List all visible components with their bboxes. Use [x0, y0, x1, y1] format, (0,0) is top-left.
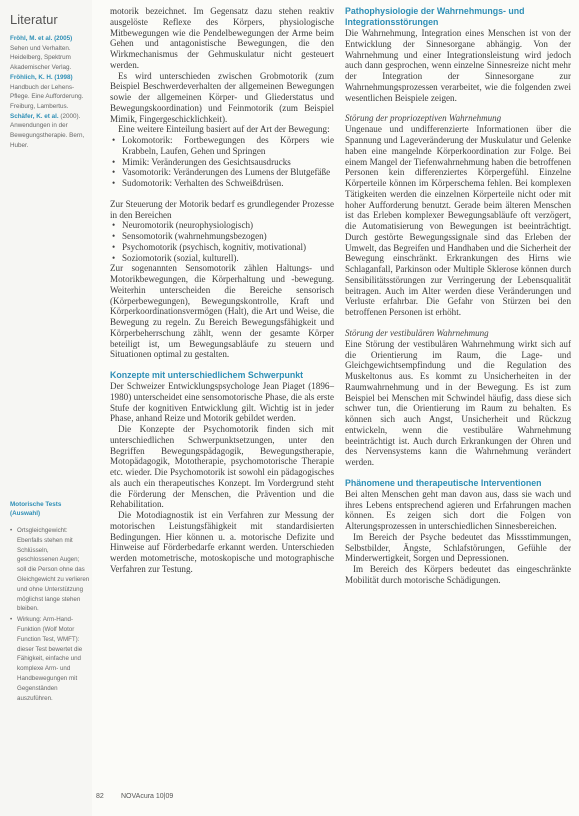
list-item: • Psychomotorik (psychisch, kognitiv, motivational) [110, 242, 334, 253]
reference-author: Schäfer, K. et al. [10, 112, 59, 120]
reference-item [10, 73, 88, 112]
paragraph: Die Wahrnehmung, Integration eines Menschen ist von der Entwicklung der Sinnesorgane abhängig. Von der Wahrnehmung und einer Integrationsleistung wird jedoch auch dann gesprochen, wenn einzelne Sinnesreize nicht mehr der Integration der Sinnesorgane zur Wahrnehmungsprozessen verarbeitet, wie die folgenden zwei wesentlichen Beispiele zeigen. [345, 28, 571, 103]
section-heading: Pathophysiologie der Wahrnehmungs- und Integrationsstörungen [345, 6, 525, 27]
paragraph: Die Konzepte der Psychomotorik finden sich mit unterschiedlichen Schwerpunktsetzungen, unter den Begriffen Bewegungspädagogik, Bewegungstherapie, Motopädagogik, Mototherapie, psychomotorische Therapie etc. wieder. Die Psychomotorik ist sowohl ein pädagogisches als auch ein therapeutisches Konzept. Im Vordergrund steht die Förderung der Menschen, die Prävention und die Rehabilitation. [110, 424, 334, 510]
list-item: • Vasomotorik: Veränderungen des Lumens der Blutgefäße [110, 167, 334, 178]
list-item: • Lokomotorik: Fortbewegungen des Körpers wie Krabbeln, Laufen, Gehen und Springen [110, 135, 334, 157]
paragraph: Zur Steuerung der Motorik bedarf es grundlegender Prozesse in den Bereichen [110, 198, 334, 220]
paragraph: Zur sogenannten Sensomotorik zählen Haltungs- und Motorikbewegungen, die Körperhaltung und -bewegung. Weiterhin unterscheiden die Bereiche sensorisch (Körperbewegungen), Bewegungskontrolle, Kraft und Körperkoordinationsvermögen (Halt), die Art und Weise, die Bewegung zu regeln. Zu Bereich Bewegungsfähigkeit und Körperbeherrschung zählt, wenn der gesamte Körper beteiligt ist, um Bewegungsabläufe zu steuern und Situationen optimal zu gestalten. [110, 263, 334, 360]
reference-text: Handbuch der Lehens-Pflege. Eine Aufforderung. Freiburg, Lambertus. [10, 83, 84, 110]
subsection-heading: Störung der vestibulären Wahrnehmung [345, 327, 489, 338]
paragraph: motorik bezeichnet. Im Gegensatz dazu stehen reaktiv ausgelöste Reflexe des Körpers, physiologische Mitbewegungen wie die Pendelbewegungen der Arme beim Gehen und antagonistische Bewegungen, die den Wirkmechanismus der Gehmuskulatur nicht gesteuert werden. [110, 6, 334, 70]
paragraph: Im Bereich des Körpers bedeutet das eingeschränkte Mobilität durch motorische Schädigungen. [345, 564, 571, 585]
sidebar [0, 0, 92, 816]
sidebar-box-title: Motorische Tests (Auswahl) [10, 501, 62, 517]
body-column-1 [110, 6, 334, 575]
reference-item [10, 34, 88, 73]
sidebar-box-list [10, 526, 90, 704]
reference-item [10, 112, 88, 151]
journal-name: NOVAcura 10|09 [121, 793, 174, 800]
section-heading: Konzepte mit unterschiedlichem Schwerpunkt [110, 370, 304, 380]
list-item: • Neuromotorik (neurophysiologisch) [110, 220, 334, 231]
reference-list [10, 34, 88, 150]
list-item: • Sudomotorik: Verhalten des Schweißdrüsen. [110, 178, 334, 189]
bullet-list [110, 135, 334, 189]
paragraph: Im Bereich der Psyche bedeutet das Missstimmungen, Selbstbilder, Ängste, Schlafstörungen, Gefühle der Minderwertigkeit, Sorgen und Depressionen. [345, 531, 571, 564]
list-item: • Mimik: Veränderungen des Gesichtsausdrucks [110, 157, 334, 168]
body-column-2 [345, 6, 571, 586]
page-number: 82 [96, 793, 104, 800]
paragraph: Der Schweizer Entwicklungspsychologe Jean Piaget (1896–1980) unterscheidet eine sensomotorische Phase, die als erste Stufe der kognitiven Entwicklung gilt. Wichtig ist in jeder Phase, anhand Reize und Motorik gebildet werden. [110, 381, 334, 424]
reference-author: Fröhl, M. et al. (2005) [10, 35, 73, 42]
paragraph: Die Motodiagnostik ist ein Verfahren zur Messung der motorischen Leistungsfähigkeit mit standardisierten Bedingungen. Hier können u. a. motorische Defizite und Hinweise auf Förderbedarfe erkannt werden. Unterschieden werden motometrische, motoskopische und motographische Verfahren zur Testung. [110, 510, 334, 574]
list-item: • Ortsgleichgewicht: Ebenfalls stehen mit Schlüsseln, geschlossenen Augen; soll die Person ohne das Gleichgewicht zu verlieren und ohne Unterstützung möglichst lange stehen bleiben. [10, 526, 90, 614]
list-item: • Sensomotorik (wahrnehmungsbezogen) [110, 231, 334, 242]
list-item: • Wirkung: Arm-Hand-Funktion (Wolf Motor Function Test, WMFT): dieser Test bewertet die Fähigkeit, einfache und komplexe Arm- und Handbewegungen mit Gegenständen auszuführen. [10, 615, 90, 703]
reference-text: (2000). Anwendungen in der Bewegungstherapie. Bern, Huber. [10, 112, 85, 149]
reference-author: Fröhlich, K. H. (1998) [10, 73, 73, 81]
section-heading: Phänomene und therapeutische Interventionen [345, 477, 542, 488]
reference-text: Sehen und Verhalten. Heidelberg, Spektrum Akademischer Verlag. [10, 44, 72, 72]
subsection-heading: Störung der propriozeptiven Wahrnehmung [345, 113, 502, 124]
sidebar-heading: Literatur [10, 12, 58, 27]
list-item: • Soziomotorik (sozial, kulturell). [110, 253, 334, 264]
bullet-list [110, 220, 334, 263]
paragraph: Es wird unterschieden zwischen Grobmotorik (zum Beispiel Beschwerdeverhalten der allgemeinen Bewegungen sowie der allgemeinen Körper- und Gliederstatus und Bewegungskoordination) und Feinmotorik (zum Beispiel Mimik, Fingergeschicklichkeit). [110, 70, 334, 124]
paragraph: Bei alten Menschen geht man davon aus, dass sie wach und ihres Lebens entsprechend agieren und Erfahrungen machen können. Es zeigen sich dort die Folgen von Alterungsprozessen in unterschiedlichen Sinnesbereichen. [345, 488, 571, 531]
paragraph: Eine Störung der vestibulären Wahrnehmung wirkt sich auf die Orientierung im Raum, die Lage- und Gleichgewichtsempfindung und die Regulation des Muskeltonus aus. Es kommt zu Unsicherheiten in der Raumwahrnehmung und in der Bewegung. Es ist zum Beispiel bei Menschen mit Schwindel häufig, dass diese sich schwer tun, die Orientierung im Raum zu behalten. Es können sich auch Angst, Unsicherheit und Rückzug entwickeln, wenn die vestibuläre Wahrnehmung beeinträchtigt ist. Auch durch Erkrankungen der Ohren und des Nervensystems kann die Wahrnehmung verändert werden. [345, 338, 571, 467]
paragraph: Eine weitere Einteilung basiert auf der Art der Bewegung: [118, 124, 330, 135]
paragraph: Ungenaue und undifferenzierte Informationen über die Spannung und Lageveränderung der Muskulatur und Gelenke haben eine mangelnde Körperkoordination zur Folge. Bei einem Mangel der Tiefenwahrnehmung haben die betroffenen Personen kein differenziertes Körpergefühl. Einzelne Körperteile können im Körperschema fehlen. Bei komplexen Tätigkeiten werden die einzelnen Körperteile nicht oder mit hoher Aufforderung benutzt. Gerade beim älteren Menschen ist das Erleben komplexer Bewegungsabläufe oft verzögert, die Automatisierung von Bewegungen ist beeinträchtigt. Durch gestörte Bewegungssignale sind das Erleben der Umwelt, das Begreifen und Handhaben und die Sicherheit der Bewegung einschränkt. Erkrankungen des Hirns wie Schlaganfall, Parkinson oder Multiple Sklerose können durch Sensibilitätsstörungen zur Verringerung der Lebensqualität beitragen. Auch im Alter werden diese Veränderungen und Verluste erfahrbar. Die Gefahr von Stürzen bei den betroffenen Personen ist erhöht. [345, 124, 572, 317]
